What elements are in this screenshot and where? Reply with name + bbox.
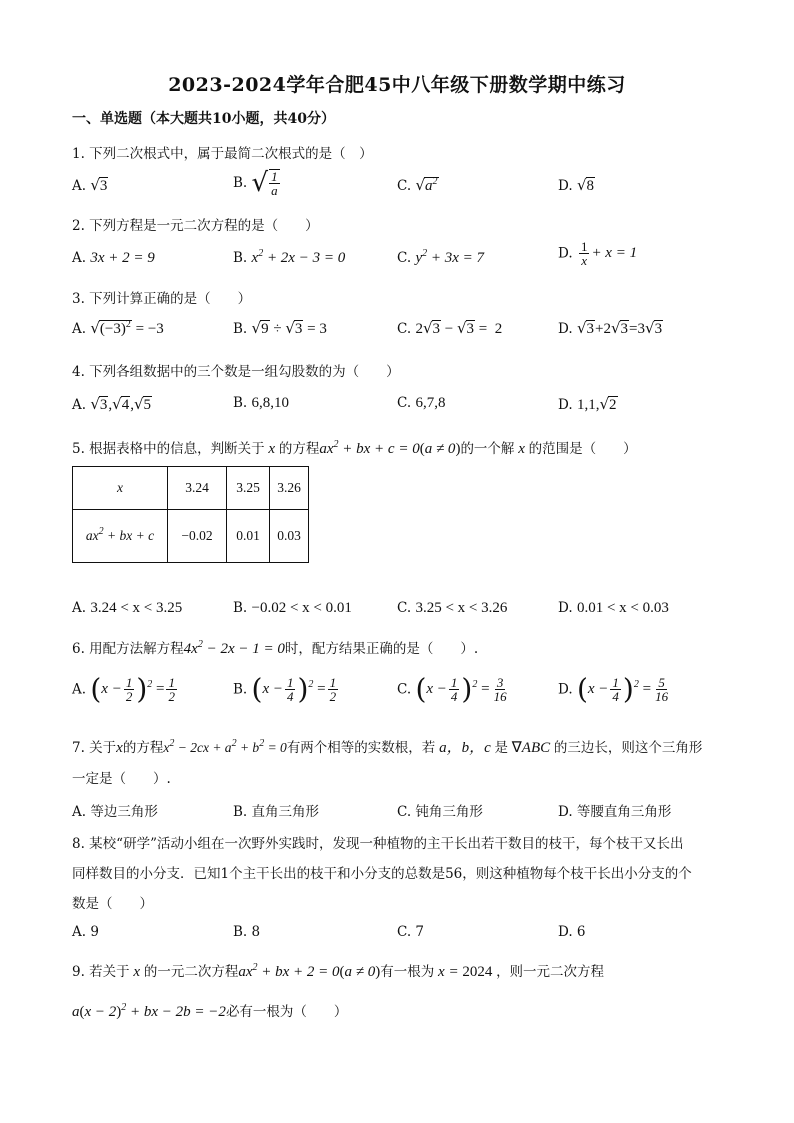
question-8-line-1: 8. 某校“研学”活动小组在一次野外实践时，发现一种植物的主干长出若干数目的枝干，每个枝干又长出 (72, 836, 684, 852)
q5-option-d[interactable] (558, 600, 669, 617)
table-cell: 3.24 (168, 467, 227, 510)
q5-option-c[interactable] (397, 600, 507, 617)
q6-option-b-math: (x − $\frac{1}{4}$ )$^2$ = $\frac{1}{2}$ (251, 672, 337, 706)
q6-stem-pre: 6. 用配方法解方程 (72, 641, 184, 657)
question-3-stem: 3. 下列计算正确的是（ ） (72, 291, 252, 307)
q3-option-a-math: $√(-3)^2 = -3$ (90, 319, 164, 337)
q7-text-end: 是 (494, 740, 508, 756)
q3-option-d-math: √3+2√3=3√3 (576, 319, 663, 337)
q5-option-a[interactable] (72, 600, 182, 617)
q7-text-mid: 的方程 (122, 740, 164, 756)
q1-option-b-math: √ $\frac{1}{a}$ (251, 168, 278, 198)
q5-stem-mid: 的方程 (278, 441, 320, 457)
q6-option-b[interactable] (233, 672, 340, 706)
table-cell-header: $ax^2$ + bx + c (73, 510, 168, 563)
q5-stem-post: 的一个解 (460, 441, 515, 457)
q1-option-b[interactable] (233, 168, 282, 198)
question-4-stem: 4. 下列各组数据中的三个数是一组勾股数的为（ ） (72, 364, 400, 380)
q9-equation: $ax^2$ + bx + 2 = 0(a ≠ 0) (238, 962, 381, 980)
q7-option-d[interactable]: D. 等腰直角三角形 (558, 804, 672, 820)
q2-option-c[interactable] (397, 250, 484, 267)
table-row (73, 510, 309, 563)
q1-option-a[interactable] (72, 176, 108, 195)
q8-option-b[interactable]: B. 8 (233, 924, 261, 940)
q9-text-line2-end: 必有一根为（ ） (225, 1004, 348, 1020)
q6-option-d-math: (x − $\frac{1}{4}$ )$^2$ = $\frac{5}{16}$ (576, 672, 669, 706)
q5-option-d-label: D. (558, 600, 573, 616)
q3-option-b-math: √9 ÷ √3 = 3 (251, 319, 327, 337)
q9-text-mid2: 有一根为 (380, 964, 435, 980)
q5-option-c-math: 3.25 < x < 3.26 (415, 600, 508, 616)
q2-option-d[interactable] (558, 240, 637, 267)
table-cell: 3.26 (270, 467, 309, 510)
question-6-stem (72, 637, 478, 658)
q2-option-c-math: $y^2 + 3x = 7$ (415, 248, 485, 266)
q2-option-b[interactable] (233, 250, 345, 267)
q6-stem-post: 时，配方结果正确的是（ ）. (284, 641, 479, 657)
question-2-stem: 2. 下列方程是一元二次方程的是（ ） (72, 218, 319, 234)
table-cell: −0.02 (168, 510, 227, 563)
q6-option-a-math: (x − $\frac{1}{2}$ )$^2$ = $\frac{1}{2}$ (90, 672, 175, 706)
q3-option-c-label: C. (397, 321, 412, 337)
q7-option-b[interactable]: B. 直角三角形 (233, 804, 320, 820)
question-8-line-3: 数是（ ） (72, 896, 153, 912)
q4-option-b[interactable] (233, 395, 289, 412)
section-heading: 一、单选题（本大题共10小题，共40分） (72, 111, 335, 127)
q3-option-b[interactable] (233, 319, 327, 338)
q7-text-pre: 7. 关于 (72, 740, 117, 756)
q3-option-a-label: A. (72, 321, 87, 337)
q2-option-d-math: $\frac{1}{x}$ + x = 1 (580, 239, 638, 268)
q1-option-c-math: $√a^2$ (415, 176, 438, 194)
question-8-line-2: 同样数目的小分支．已知1个主干长出的枝干和小分支的总数是56，则这种植物每个枝干长出小分支的个 (72, 866, 692, 882)
q8-option-a[interactable]: A. 9 (72, 924, 99, 940)
q5-data-table (72, 466, 309, 563)
q6-option-a-label: A. (72, 681, 87, 698)
q2-option-b-label: B. (233, 250, 248, 266)
q5-option-a-math: 3.24 < x < 3.25 (90, 600, 183, 616)
q1-option-d[interactable] (558, 176, 595, 195)
q9-equation-2: $a(x - 2)^2$ + bx − 2b = −2 (72, 1002, 226, 1020)
q1-option-d-math: √8 (576, 176, 594, 194)
q6-option-b-label: B. (233, 681, 248, 698)
q4-option-d-math: 1,1,√2 (576, 395, 617, 413)
q2-option-a-label: A. (72, 250, 87, 266)
question-7-line-1 (72, 736, 702, 757)
q4-option-a-label: A. (72, 397, 87, 413)
q9-text-pre: 9. 若关于 (72, 964, 130, 980)
q7-option-c[interactable]: C. 钝角三角形 (397, 804, 483, 820)
q5-stem-pre: 5. 根据表格中的信息，判断关于 (72, 441, 265, 457)
question-5-stem (72, 437, 637, 458)
q4-option-d-label: D. (558, 397, 573, 413)
table-cell-header: x (73, 467, 168, 510)
q7-vars: a，b，c (435, 740, 495, 756)
q6-option-c-label: C. (397, 681, 412, 698)
q4-option-d[interactable] (558, 395, 618, 414)
table-cell: 3.25 (227, 467, 270, 510)
question-9-line-1 (72, 960, 604, 981)
q2-option-a[interactable] (72, 250, 155, 267)
q9-text-end: ，则一元二次方程 (496, 964, 605, 980)
q6-option-c[interactable] (397, 672, 511, 706)
q4-option-c-text: 6,7,8 (415, 395, 446, 411)
table-row (73, 467, 309, 510)
q9-text-mid: 的一元二次方程 (143, 964, 239, 980)
q5-var-x-2: x (514, 441, 529, 457)
q7-triangle: ∇ABC (511, 740, 554, 756)
q4-option-c-label: C. (397, 395, 412, 411)
q7-option-a[interactable]: A. 等边三角形 (72, 804, 158, 820)
q7-text-tail: 的三边长，则这个三角形 (553, 740, 703, 756)
q4-option-c[interactable] (397, 395, 445, 412)
q8-option-c[interactable]: C. 7 (397, 924, 425, 940)
q3-option-c-math: 2√3 − √3 = 2 (415, 319, 503, 337)
question-1-stem: 1. 下列二次根式中，属于最简二次根式的是（ ） (72, 146, 373, 162)
q5-option-b-math: −0.02 < x < 0.01 (251, 600, 352, 616)
table-cell: 0.01 (227, 510, 270, 563)
question-7-line-2: 一定是（ ）. (72, 771, 171, 787)
q5-option-c-label: C. (397, 600, 412, 616)
q2-option-c-label: C. (397, 250, 412, 266)
q6-option-a[interactable] (72, 672, 179, 706)
q1-option-a-math: √3 (90, 176, 108, 194)
q2-option-b-math: $x^2 + 2x - 3 = 0$ (251, 248, 346, 266)
q2-option-a-math: 3x + 2 = 9 (90, 250, 155, 266)
q5-stem-end: 的范围是（ ） (528, 441, 637, 457)
q7-text-mid2: 有两个相等的实数根，若 (286, 740, 436, 756)
q3-option-c[interactable] (397, 319, 502, 338)
q6-option-d-label: D. (558, 681, 573, 698)
q4-option-b-text: 6,8,10 (251, 395, 290, 411)
q4-option-a[interactable] (72, 395, 152, 414)
q5-option-a-label: A. (72, 600, 87, 616)
table-cell: 0.03 (270, 510, 309, 563)
q3-option-a[interactable] (72, 319, 164, 338)
q8-option-d[interactable]: D. 6 (558, 924, 586, 940)
q5-option-d-math: 0.01 < x < 0.03 (576, 600, 669, 616)
q1-option-d-label: D. (558, 178, 573, 194)
q7-equation: $x^2 - 2cx + a^2 + b^2 = 0$ (163, 738, 287, 755)
q3-option-d[interactable] (558, 319, 663, 338)
q1-option-b-label: B. (233, 175, 248, 191)
q5-option-b-label: B. (233, 600, 248, 616)
question-9-line-2 (72, 1000, 347, 1021)
q1-option-c-label: C. (397, 178, 412, 194)
q6-option-c-math: (x − $\frac{1}{4}$ )$^2$ = $\frac{3}{16}$ (415, 672, 507, 706)
q1-option-c[interactable] (397, 176, 439, 195)
q3-option-b-label: B. (233, 321, 248, 337)
q5-option-b[interactable] (233, 600, 352, 617)
q6-equation: $4x^2 - 2x - 1 = 0$ (183, 639, 285, 657)
q3-option-d-label: D. (558, 321, 573, 337)
q5-equation: $ax^2$ + bx + c = 0(a ≠ 0) (319, 439, 461, 457)
q7-var-x: x (116, 740, 123, 756)
q9-root: x = 2024 (434, 964, 493, 980)
q6-option-d[interactable] (558, 672, 672, 706)
q5-var-x: x (264, 441, 279, 457)
q2-option-d-label: D. (558, 245, 573, 262)
page-title: 2023-2024学年合肥45中八年级下册数学期中练习 (168, 74, 626, 96)
q4-option-a-math: √3,√4,√5 (90, 395, 152, 413)
q1-option-a-label: A. (72, 178, 87, 194)
q4-option-b-label: B. (233, 395, 248, 411)
q9-var-x: x (129, 964, 144, 980)
